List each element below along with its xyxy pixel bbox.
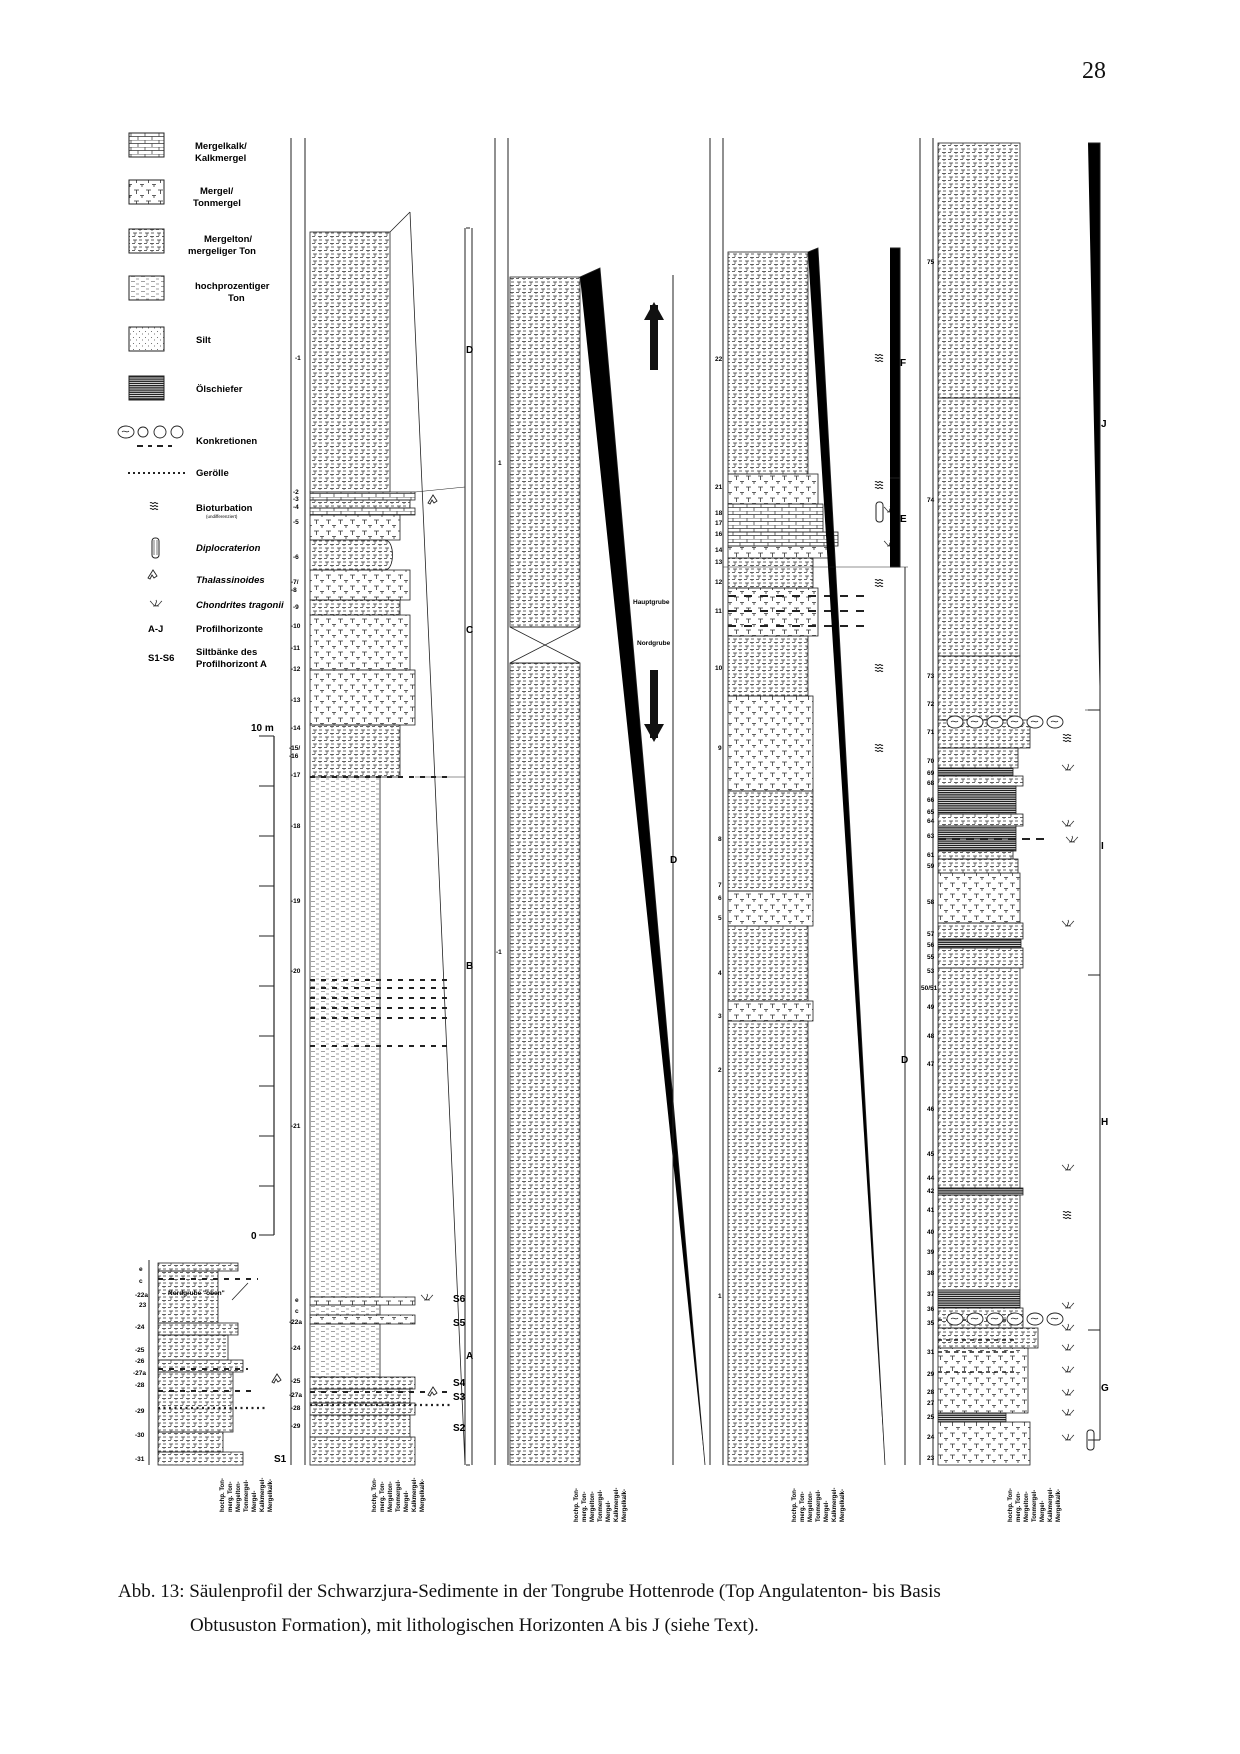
col1-bed: -16 xyxy=(289,753,299,760)
col1-bed: -27a xyxy=(289,1392,303,1399)
col3-bed: 17 xyxy=(715,520,723,527)
caption-line-1: Abb. 13: Säulenprofil der Schwarzjura-Sedimente in der Tongrube Hottenrode (Top Angulatenton- bis Basis xyxy=(118,1581,941,1602)
col0-bed: -30 xyxy=(135,1432,145,1439)
col4-bed: 71 xyxy=(927,729,935,736)
col3-bed: 2 xyxy=(718,1067,722,1074)
col3-bed: 5 xyxy=(718,915,722,922)
col4-bed: 39 xyxy=(927,1249,935,1256)
axis-label: merg. Ton- xyxy=(582,1491,588,1522)
legend-swatch-brick xyxy=(129,133,164,157)
legend-silt-label-2: Profilhorizont A xyxy=(196,659,267,670)
col1-bed: c xyxy=(295,1308,299,1315)
col4-bed: 45 xyxy=(927,1151,935,1158)
col0-bed: -25 xyxy=(135,1347,145,1354)
axis-label: Kalkmergel- xyxy=(260,1477,266,1512)
col1-bed: -21 xyxy=(291,1123,301,1130)
legend-bioturbation-sub: (undifferenziert) xyxy=(206,514,238,519)
legend-mergelton-1: Mergelton/ xyxy=(204,234,253,245)
col1-bed: -14 xyxy=(291,725,301,732)
axis-label: Kalkmergel- xyxy=(832,1487,838,1522)
thalassinoides-icon xyxy=(148,570,157,579)
concretion-icon xyxy=(154,426,166,438)
col3-bed: 4 xyxy=(718,970,722,977)
col4-bed: 70 xyxy=(927,758,935,765)
col1-horizon-b: B xyxy=(466,961,474,972)
col4-bed: 64 xyxy=(927,818,935,825)
legend-swatch-oil xyxy=(129,376,164,400)
scale-bottom-label: 0 xyxy=(251,1231,257,1242)
column-2 xyxy=(495,138,705,1465)
col3-horizon-f: F xyxy=(900,358,907,369)
concretion-icon xyxy=(118,426,134,438)
col3-bed: 10 xyxy=(715,665,723,672)
legend-chondrites: Chondrites tragonii xyxy=(196,600,284,611)
axis-label: hochp. Ton- xyxy=(220,1478,226,1512)
col1-bed: -29 xyxy=(291,1423,301,1430)
axis-label: Mergelton- xyxy=(808,1491,814,1522)
col3-horizon-e: E xyxy=(900,514,907,525)
col4-bed: 27 xyxy=(927,1400,935,1407)
col4-bed: 56 xyxy=(927,942,935,949)
col0-bed: c xyxy=(139,1278,143,1285)
col4-bed: 40 xyxy=(927,1229,935,1236)
col4-bed: 57 xyxy=(927,931,935,938)
axis-label: Tonmergel- xyxy=(1032,1489,1038,1522)
legend-silt-code: S1-S6 xyxy=(148,653,175,664)
axis-label: Tonmergel- xyxy=(598,1489,604,1522)
col3-bed: 11 xyxy=(715,608,722,615)
axis-label: Kalkmergel- xyxy=(1048,1487,1054,1522)
col3-bed: 3 xyxy=(718,1013,722,1020)
legend-swatch-marlclay xyxy=(129,229,164,253)
col1-tag-s4: S4 xyxy=(453,1378,466,1389)
axis-label: hochp. Ton- xyxy=(574,1488,580,1522)
col4-bed: 49 xyxy=(927,1004,935,1011)
axis-label: Mergelton- xyxy=(1024,1491,1030,1522)
legend-bioturbation: Bioturbation xyxy=(196,503,253,514)
col1-bed: -8 xyxy=(291,587,297,594)
axis-label: Mergel- xyxy=(606,1500,612,1522)
col1-bed: -24 xyxy=(291,1345,301,1352)
axis-label: Mergelkalk- xyxy=(420,1478,426,1512)
col1-horizon-d: D xyxy=(466,345,474,356)
col3-bed: 14 xyxy=(715,547,723,554)
col3-bed: 22 xyxy=(715,356,723,363)
col4-bed: 55 xyxy=(927,954,935,961)
axis-label: hochp. Ton- xyxy=(372,1478,378,1512)
axis-label: Tonmergel- xyxy=(816,1489,822,1522)
col4-bed: 46 xyxy=(927,1106,935,1113)
chondrites-icon xyxy=(150,600,162,606)
axis-label: merg. Ton- xyxy=(228,1481,234,1512)
col1-bed: -2 xyxy=(293,489,299,496)
axis-label: hochp. Ton- xyxy=(792,1488,798,1522)
legend-mergel-1: Mergel/ xyxy=(200,186,234,197)
col0-bed: -28 xyxy=(135,1382,145,1389)
legend xyxy=(118,133,284,670)
legend-mergelton-2: mergeliger Ton xyxy=(188,246,256,257)
axis-labels-col2 xyxy=(574,1488,628,1522)
axis-labels-col3 xyxy=(792,1488,846,1522)
legend-mergelkalk-1: Mergelkalk/ xyxy=(195,141,247,152)
diplocraterion-icon xyxy=(152,538,159,558)
col4-bed: 63 xyxy=(927,833,935,840)
col4-bed: 37 xyxy=(927,1291,935,1298)
col0-bed: e xyxy=(139,1266,143,1273)
col4-bed: 66 xyxy=(927,797,935,804)
legend-diplocraterion: Diplocraterion xyxy=(196,543,261,554)
legend-oil: Ölschiefer xyxy=(196,384,243,395)
col2-bed: -1 xyxy=(496,949,502,956)
axis-label: Mergelkalk- xyxy=(622,1488,628,1522)
legend-swatch-clay xyxy=(129,276,164,300)
col0-tag: S1 xyxy=(274,1454,287,1465)
axis-label: hochp. Ton- xyxy=(1008,1488,1014,1522)
axis-labels-col0 xyxy=(220,1478,274,1512)
col4-bed: 28 xyxy=(927,1389,935,1396)
col1-horizon-c: C xyxy=(466,625,474,636)
scale-top-label: 10 m xyxy=(251,723,274,734)
col0-bed: -31 xyxy=(135,1456,145,1463)
col0-bed: -22a xyxy=(135,1292,149,1299)
col3-bed: 9 xyxy=(718,745,722,752)
col1-tag-s5: S5 xyxy=(453,1318,466,1329)
col3-bed: 7 xyxy=(718,882,722,889)
col2-horizon-d: D xyxy=(670,855,678,866)
col4-bed: 68 xyxy=(927,780,935,787)
col0-bed: -24 xyxy=(135,1324,145,1331)
col3-bed: 18 xyxy=(715,510,723,517)
col2-bed: 1 xyxy=(498,460,502,467)
col4-bed: 69 xyxy=(927,770,935,777)
column-4 xyxy=(920,138,1100,1465)
col3-bed: 8 xyxy=(718,836,722,843)
hauptgrube-label: Hauptgrube xyxy=(633,599,670,606)
axis-label: Mergel- xyxy=(404,1490,410,1512)
col1-tag-s2: S2 xyxy=(453,1423,466,1434)
col4-bed: 48 xyxy=(927,1033,935,1040)
col1-bed: -17 xyxy=(291,772,301,779)
page-number: 28 xyxy=(1082,58,1106,84)
nordgrube-label: Nordgrube xyxy=(637,640,671,647)
scale-bar xyxy=(251,723,274,1242)
col3-bed: 16 xyxy=(715,531,723,538)
col4-bed: 59 xyxy=(927,863,935,870)
col4-bed: 24 xyxy=(927,1434,935,1441)
col1-bed: -1 xyxy=(295,355,301,362)
col1-bed: -10 xyxy=(291,623,301,630)
col4-horizon-i: I xyxy=(1101,841,1104,852)
col1-bed: -13 xyxy=(291,697,301,704)
col3-bed: 1 xyxy=(718,1293,722,1300)
legend-mergel-2: Tonmergel xyxy=(193,198,241,209)
col4-bed: 41 xyxy=(927,1207,935,1214)
column-1 xyxy=(291,138,472,1465)
col1-bed: -5 xyxy=(293,519,299,526)
col1-bed: -22a xyxy=(289,1319,303,1326)
axis-label: Mergel- xyxy=(1040,1500,1046,1522)
col4-bed: 25 xyxy=(927,1414,935,1421)
axis-label: Mergel- xyxy=(824,1500,830,1522)
axis-labels-col1 xyxy=(372,1478,426,1512)
legend-clay-2: Ton xyxy=(228,293,245,304)
col4-bed: 73 xyxy=(927,673,935,680)
legend-swatch-silt xyxy=(129,327,164,351)
legend-geroelle: Gerölle xyxy=(196,468,229,479)
col4-bed: 42 xyxy=(927,1188,935,1195)
legend-profil-label: Profilhorizonte xyxy=(196,624,264,635)
axis-label: Mergelton- xyxy=(388,1481,394,1512)
col1-bed: -18 xyxy=(291,823,301,830)
col4-bed: 75 xyxy=(927,259,935,266)
col1-tag-s3: S3 xyxy=(453,1392,466,1403)
legend-mergelkalk-2: Kalkmergel xyxy=(195,153,247,164)
legend-swatch-marl xyxy=(129,180,164,204)
axis-label: Mergelkalk- xyxy=(1056,1488,1062,1522)
col1-horizon-a: A xyxy=(466,1351,474,1362)
caption-line-2: Obtususton Formation), mit lithologischen Horizonten A bis J (siehe Text). xyxy=(190,1615,759,1636)
col1-bed: -3 xyxy=(293,496,299,503)
col4-bed: 47 xyxy=(927,1061,935,1068)
axis-label: Kalkmergel- xyxy=(614,1487,620,1522)
legend-clay-1: hochprozentiger xyxy=(195,281,270,292)
col4-bed: 58 xyxy=(927,899,935,906)
concretion-icon xyxy=(138,427,148,437)
legend-profil-code: A-J xyxy=(148,624,164,635)
col1-bed: -4 xyxy=(293,504,299,511)
axis-label: Kalkmergel- xyxy=(412,1477,418,1512)
col4-bed: 35 xyxy=(927,1320,935,1327)
axis-label: Mergelton- xyxy=(590,1491,596,1522)
bioturbation-icon xyxy=(150,502,158,509)
col3-bed: 6 xyxy=(718,895,722,902)
axis-labels-col4 xyxy=(1008,1488,1062,1522)
col4-bed: 50/51 xyxy=(921,985,938,992)
col0-bed: -29 xyxy=(135,1408,145,1415)
col4-bed: 61 xyxy=(927,852,935,859)
col4-horizon-h: H xyxy=(1101,1117,1109,1128)
axis-label: Mergelkalk- xyxy=(840,1488,846,1522)
legend-silt-label-1: Siltbänke des xyxy=(196,647,258,658)
col1-bed: -28 xyxy=(291,1405,301,1412)
axis-label: merg. Ton- xyxy=(380,1481,386,1512)
axis-label: Mergel- xyxy=(252,1490,258,1512)
axis-label: Mergelkalk- xyxy=(268,1478,274,1512)
col4-bed: 23 xyxy=(927,1455,935,1462)
axis-label: merg. Ton- xyxy=(1016,1491,1022,1522)
nordgrube-oben-label: Nordgrube "oben" xyxy=(168,1290,225,1297)
axis-label: merg. Ton- xyxy=(800,1491,806,1522)
col0-bed: -27a xyxy=(133,1370,147,1377)
concretion-icon xyxy=(171,426,183,438)
col4-bed: 29 xyxy=(927,1371,935,1378)
col1-bed: -9 xyxy=(293,604,299,611)
legend-konkretionen: Konkretionen xyxy=(196,436,258,447)
legend-thalassinoides: Thalassinoides xyxy=(196,575,265,586)
col4-bed: 36 xyxy=(927,1306,935,1313)
col1-bed: -7/ xyxy=(291,579,299,586)
axis-label: Tonmergel- xyxy=(396,1479,402,1512)
col4-bed: 38 xyxy=(927,1270,935,1277)
col0-bed: 23 xyxy=(139,1302,147,1309)
col1-bed: -11 xyxy=(291,645,301,652)
col1-bed: -6 xyxy=(293,554,299,561)
col1-tag-s6: S6 xyxy=(453,1294,466,1305)
col1-bed: e xyxy=(295,1297,299,1304)
col1-bed: -12 xyxy=(291,666,301,673)
col4-horizon-j: J xyxy=(1101,419,1107,430)
col0-bed: -26 xyxy=(135,1358,145,1365)
col4-bed: 53 xyxy=(927,968,935,975)
axis-label: Tonmergel- xyxy=(244,1479,250,1512)
axis-label: Mergelton- xyxy=(236,1481,242,1512)
col1-bed: -20 xyxy=(291,968,301,975)
col4-bed: 31 xyxy=(927,1349,935,1356)
legend-silt: Silt xyxy=(196,335,211,346)
col3-bed: 12 xyxy=(715,579,723,586)
col1-bed: -15/ xyxy=(289,745,301,752)
column-3 xyxy=(710,138,908,1465)
column-0 xyxy=(133,1260,287,1465)
col4-bed: 65 xyxy=(927,809,935,816)
col4-bed: 44 xyxy=(927,1175,935,1182)
col4-bed: 74 xyxy=(927,497,935,504)
col3-bed: 21 xyxy=(715,484,723,491)
col3-bed: 13 xyxy=(715,559,723,566)
col3-horizon-d: D xyxy=(901,1055,909,1066)
col4-horizon-g: G xyxy=(1101,1383,1109,1394)
col4-bed: 72 xyxy=(927,701,935,708)
figure-caption xyxy=(118,1575,1118,1643)
col1-bed: -25 xyxy=(291,1378,301,1385)
col1-bed: -19 xyxy=(291,898,301,905)
